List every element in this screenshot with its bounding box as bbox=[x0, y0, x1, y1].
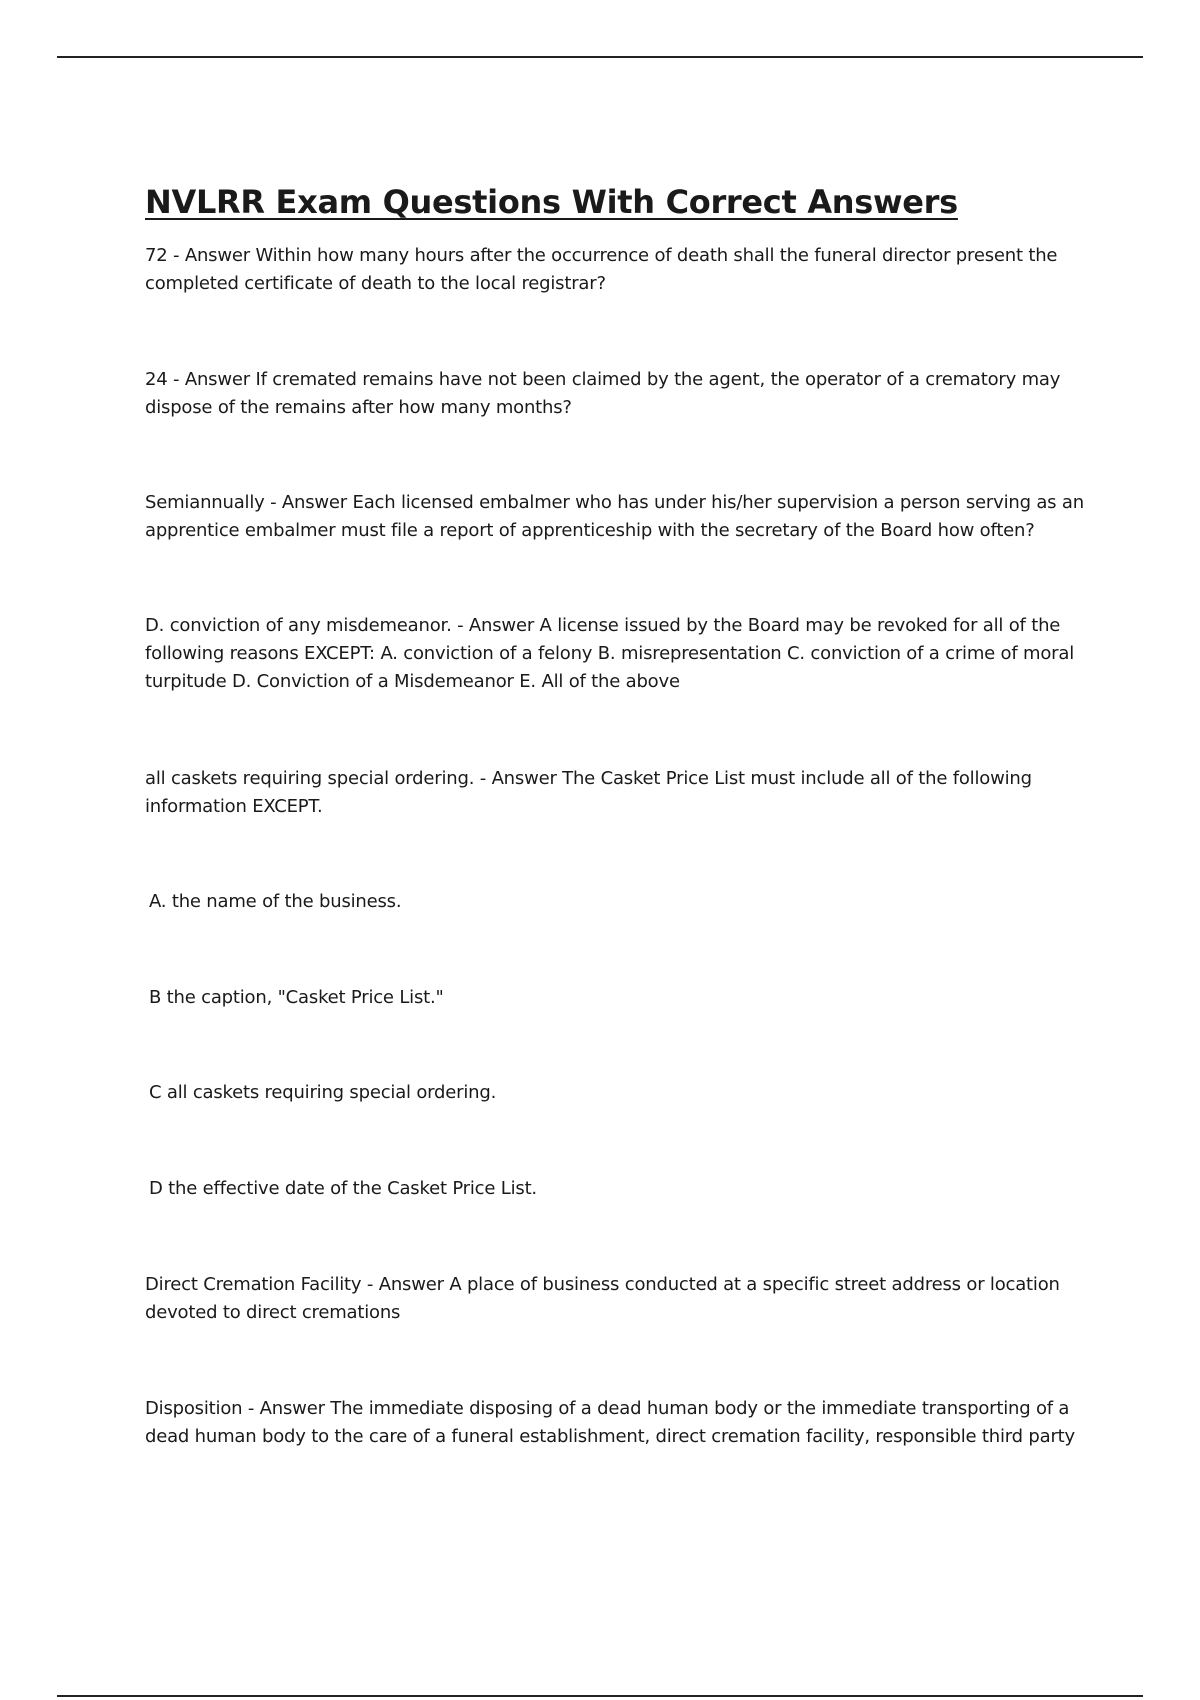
qa-paragraph: Semiannually - Answer Each licensed embalmer who has under his/her supervision a person serving as an apprentice embalmer must file a report of apprenticeship with the secretary of the Board how often? bbox=[145, 492, 1084, 541]
qa-paragraph: Disposition - Answer The immediate disposing of a dead human body or the immediate transporting of a dead human body to the care of a funeral establishment, direct cremation facility, responsible third party bbox=[145, 1398, 1075, 1447]
qa-paragraph: 24 - Answer If cremated remains have not been claimed by the agent, the operator of a crematory may dispose of the remains after how many months? bbox=[145, 369, 1061, 418]
answer-option: C all caskets requiring special ordering. bbox=[149, 1082, 497, 1103]
qa-paragraph: Direct Cremation Facility - Answer A place of business conducted at a specific street address or location devoted to direct cremations bbox=[145, 1274, 1060, 1323]
qa-paragraph: all caskets requiring special ordering. - Answer The Casket Price List must include all of the following information EXCEPT. bbox=[145, 768, 1032, 817]
answer-option: B the caption, "Casket Price List." bbox=[149, 987, 444, 1008]
answer-option: D the effective date of the Casket Price List. bbox=[149, 1178, 537, 1199]
document-body bbox=[145, 178, 1095, 1447]
qa-paragraph: 72 - Answer Within how many hours after the occurrence of death shall the funeral director present the completed certificate of death to the local registrar? bbox=[145, 245, 1058, 294]
page-bottom-rule bbox=[57, 1695, 1143, 1697]
qa-paragraph: D. conviction of any misdemeanor. - Answer A license issued by the Board may be revoked for all of the following reasons EXCEPT: A. conviction of a felony B. misrepresentation C. conviction of a crime of moral turpitude D. Conviction of a Misdemeanor E. All of the above bbox=[145, 615, 1075, 692]
answer-option: A. the name of the business. bbox=[149, 891, 402, 912]
document-title: NVLRR Exam Questions With Correct Answers bbox=[145, 183, 958, 221]
page-top-rule bbox=[57, 56, 1143, 58]
